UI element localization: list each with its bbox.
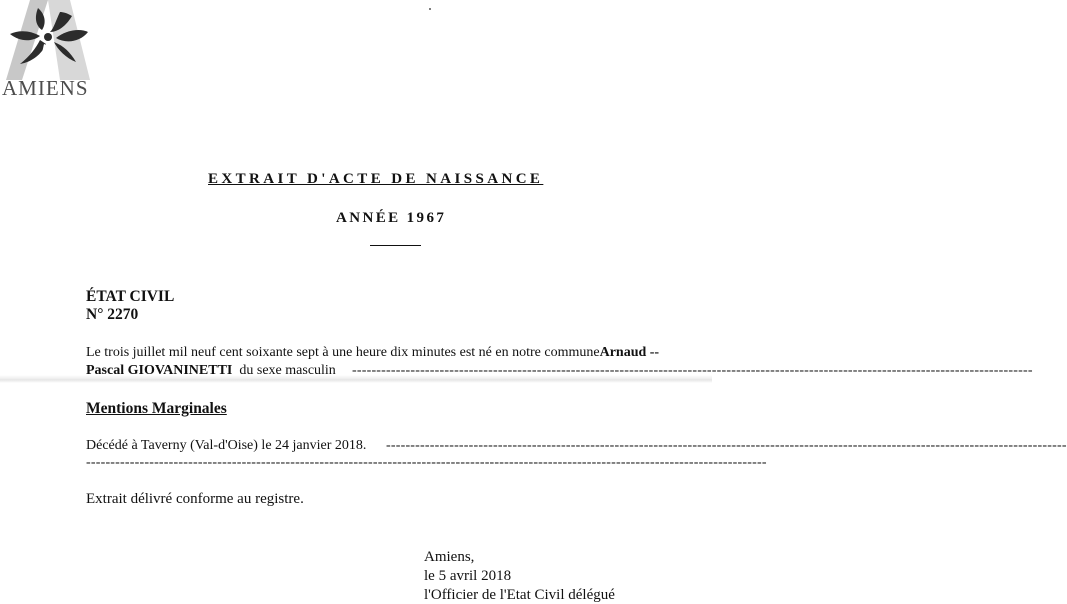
signature-officer: l'Officier de l'Etat Civil délégué (424, 587, 615, 603)
certification-text: Extrait délivré conforme au registre. (86, 491, 304, 507)
document-title: EXTRAIT D'ACTE DE NAISSANCE (208, 171, 544, 187)
person-name: Pascal GIOVANINETTI (86, 363, 233, 378)
title-divider (370, 245, 421, 246)
first-names-part1: Arnaud -- (599, 345, 660, 360)
signature-date: le 5 avril 2018 (424, 568, 512, 584)
document-year: ANNÉE 1967 (336, 210, 447, 226)
act-text: Le trois juillet mil neuf cent soixante sept à une heure dix minutes est né en notre commune (86, 345, 600, 360)
logo-text: AMIENS (2, 76, 89, 100)
registry-number: N° 2270 (86, 306, 139, 323)
amiens-flower-icon (0, 0, 100, 80)
sex-text: du sexe masculin (239, 363, 336, 378)
mentions-dash-line: -------------------------------------------------------------------------------------------------------------------------------------------- (86, 455, 767, 470)
registry-label: ÉTAT CIVIL (86, 288, 175, 305)
deceased-text: Décédé à Taverny (Val-d'Oise) le 24 janvier 2018. (86, 438, 367, 453)
deceased-dash-fill: -------------------------------------------------------------------------------------------------------------------------------------------- (386, 438, 1067, 453)
amiens-logo (0, 0, 100, 100)
deceased-line (86, 438, 366, 454)
mentions-heading: Mentions Marginales (86, 400, 227, 417)
act-text-line2 (86, 363, 336, 379)
act-text-line1 (86, 345, 659, 361)
signature-place: Amiens, (424, 549, 475, 565)
scan-speck (429, 8, 431, 10)
act-dash-fill: -------------------------------------------------------------------------------------------------------------------------------------------- (352, 363, 1033, 378)
